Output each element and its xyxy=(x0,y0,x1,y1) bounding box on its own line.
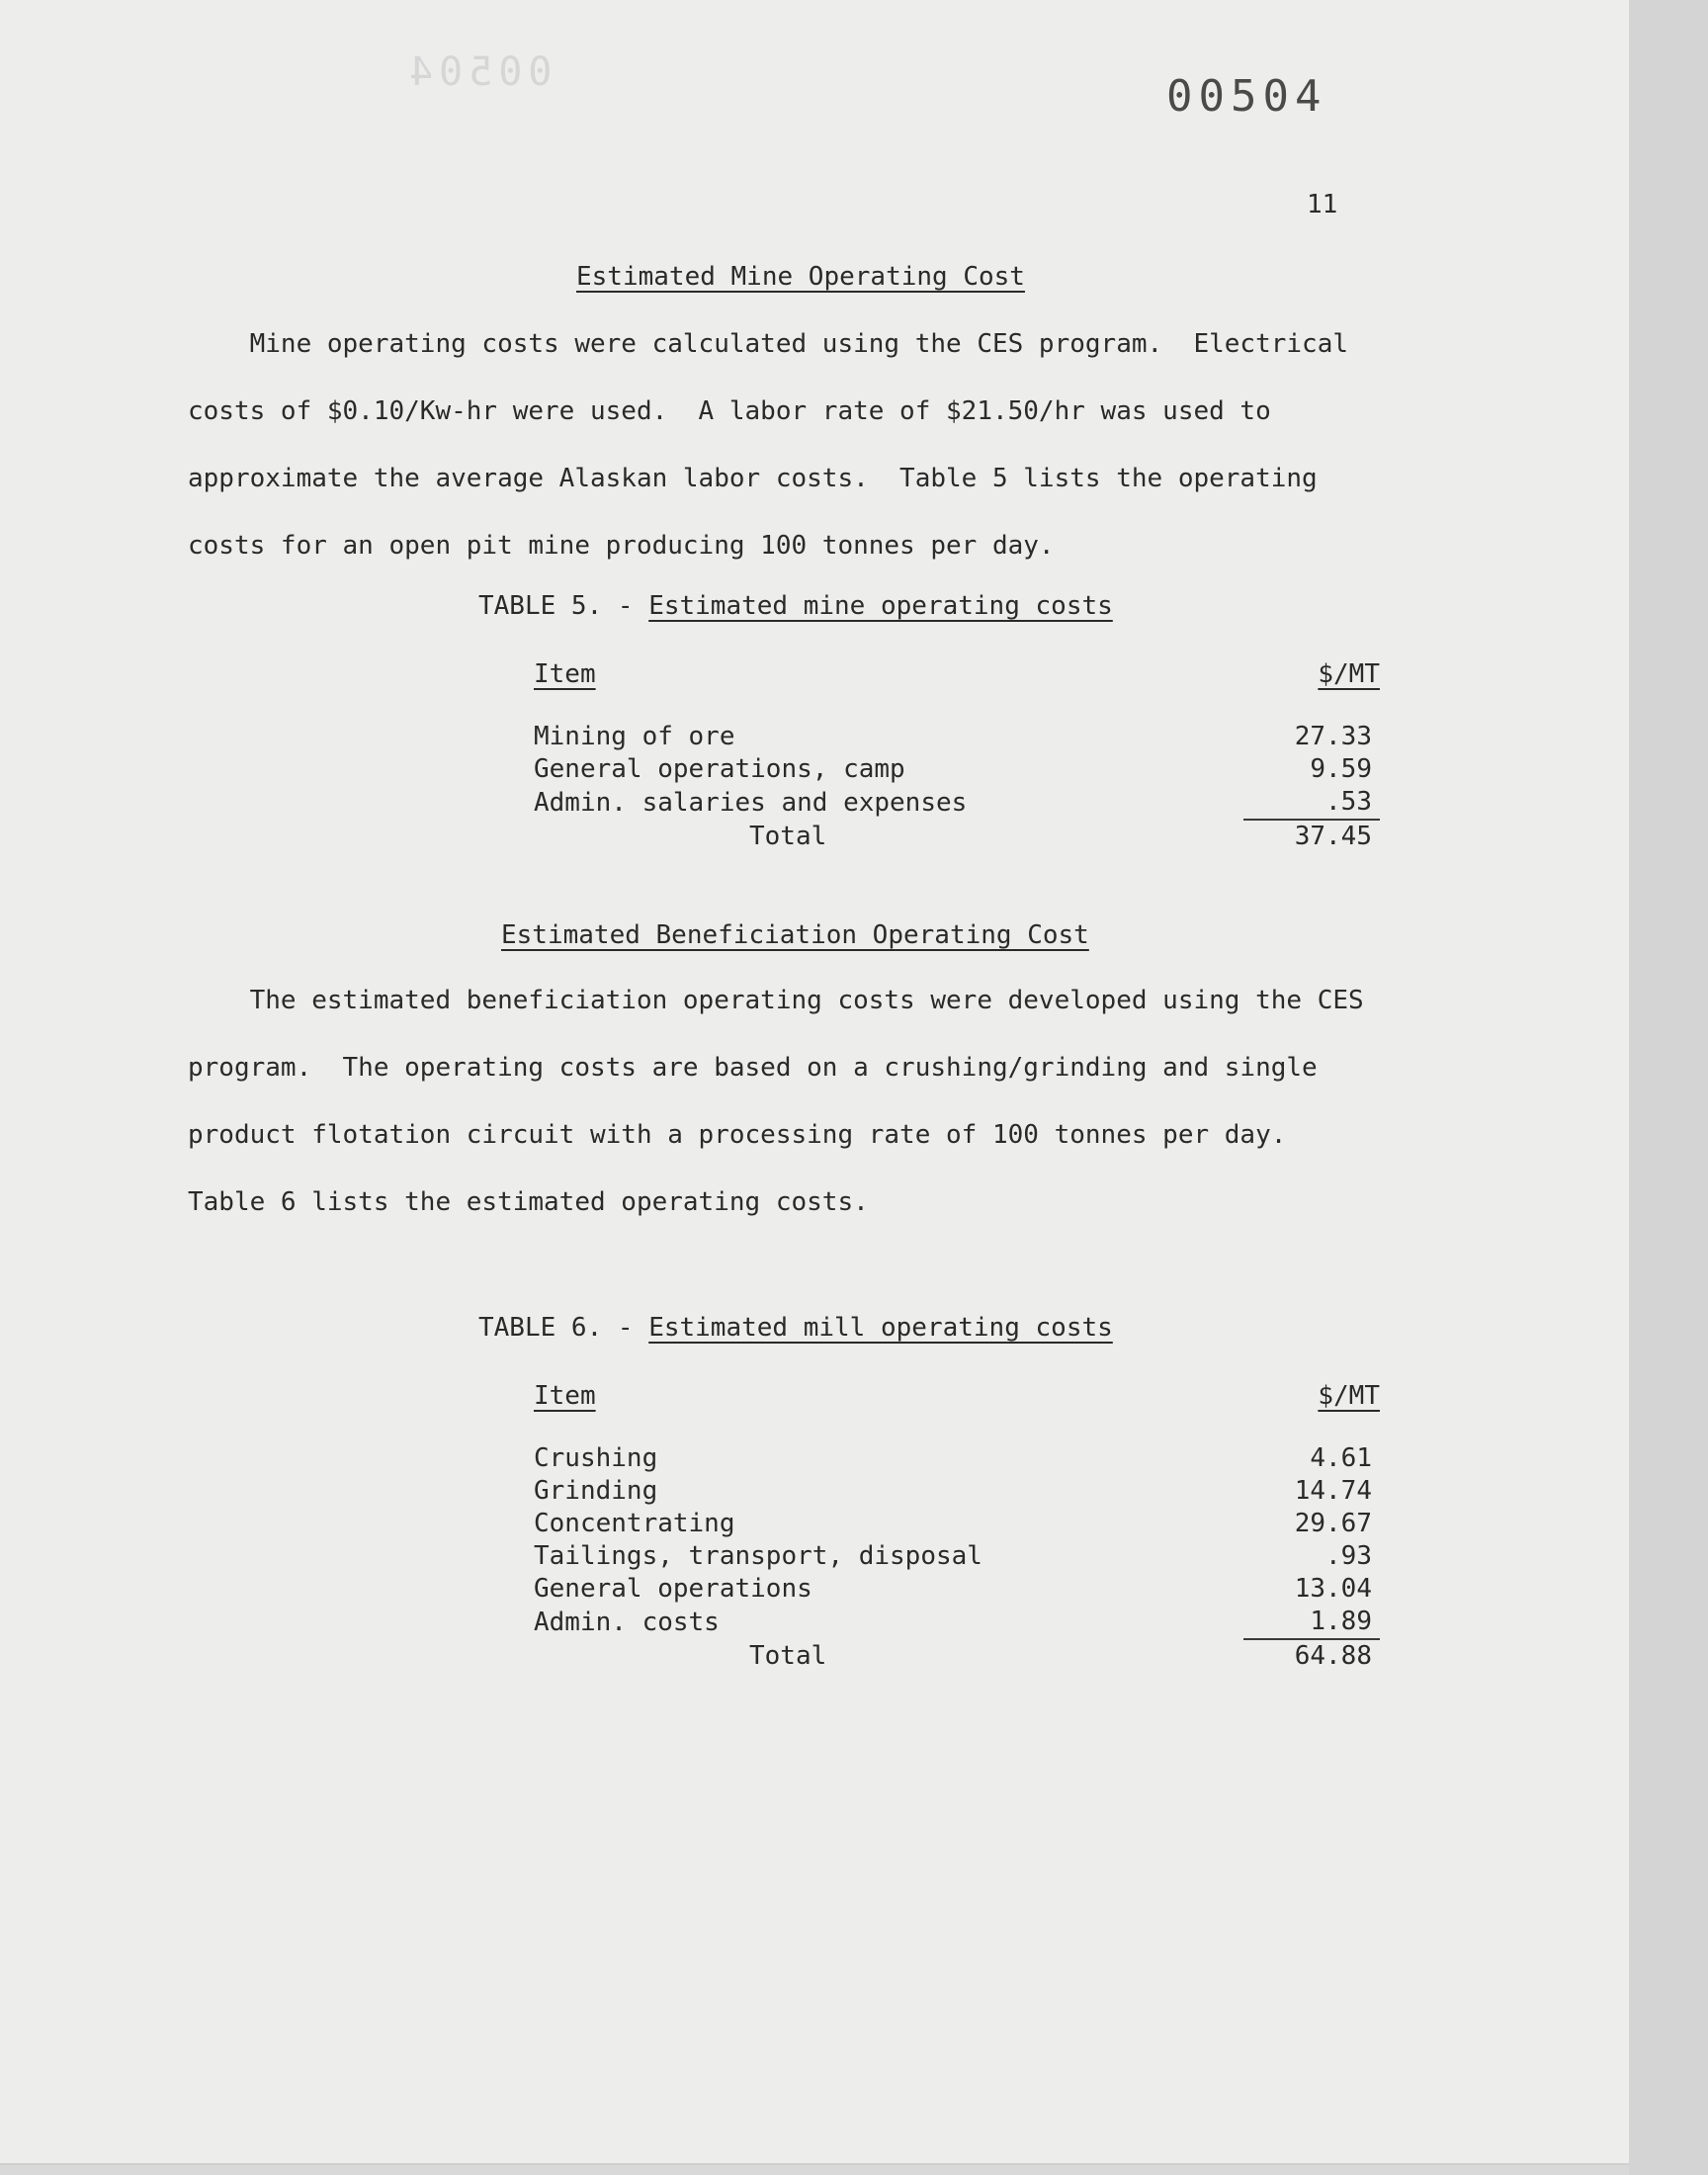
paragraph-line: The estimated beneficiation operating costs were developed using the CES xyxy=(188,986,1364,1015)
row-value: 14.74 xyxy=(1294,1476,1372,1506)
table-header-row xyxy=(534,1380,1380,1442)
section-heading-beneficiation-cost: Estimated Beneficiation Operating Cost xyxy=(501,920,1089,950)
paragraph-line: costs for an open pit mine producing 100 tonnes per day. xyxy=(188,531,1055,561)
total-value: 37.45 xyxy=(1294,822,1372,851)
total-label: Total xyxy=(749,1640,827,1671)
table-row xyxy=(534,1540,1380,1573)
table6-caption-prefix: TABLE 6. - xyxy=(478,1313,649,1343)
total-label: Total xyxy=(749,821,827,851)
row-item: Concentrating xyxy=(534,1509,735,1538)
paragraph-beneficiation-cost xyxy=(188,967,1473,1236)
row-item: Admin. salaries and expenses xyxy=(534,787,968,818)
row-value: 27.33 xyxy=(1294,722,1372,751)
table5-caption-prefix: TABLE 5. - xyxy=(478,591,649,621)
table-row xyxy=(534,721,1380,753)
paragraph-mine-cost xyxy=(188,310,1473,579)
row-item: Tailings, transport, disposal xyxy=(534,1541,982,1571)
paragraph-line: product flotation circuit with a processing rate of 100 tonnes per day. xyxy=(188,1120,1287,1150)
document-stamp-number: 00504 xyxy=(1166,71,1327,122)
row-value: .53 xyxy=(1243,786,1380,820)
table-row xyxy=(534,786,1380,820)
row-item: Admin. costs xyxy=(534,1607,720,1637)
table-header-unit: $/MT xyxy=(1318,1381,1380,1411)
paragraph-line: approximate the average Alaskan labor costs. Table 5 lists the operating xyxy=(188,464,1318,493)
paragraph-line: Table 6 lists the estimated operating costs. xyxy=(188,1187,869,1217)
table5-caption-title: Estimated mine operating costs xyxy=(648,591,1113,621)
table-header-item: Item xyxy=(534,1381,596,1411)
table-row xyxy=(534,1508,1380,1540)
row-item: Mining of ore xyxy=(534,722,735,751)
page-number: 11 xyxy=(1307,190,1338,219)
table-header-unit: $/MT xyxy=(1318,659,1380,689)
table6 xyxy=(534,1380,1380,1673)
row-value: 13.04 xyxy=(1294,1574,1372,1604)
table-row xyxy=(534,753,1380,786)
row-value: 29.67 xyxy=(1294,1509,1372,1538)
table5 xyxy=(534,658,1380,853)
paragraph-line: program. The operating costs are based on a crushing/grinding and single xyxy=(188,1053,1318,1083)
row-value: .93 xyxy=(1325,1541,1372,1571)
table-row xyxy=(534,1606,1380,1639)
table-row xyxy=(534,1573,1380,1606)
row-item: Grinding xyxy=(534,1476,658,1506)
paragraph-line: costs of $0.10/Kw-hr were used. A labor rate of $21.50/hr was used to xyxy=(188,396,1271,426)
table5-caption xyxy=(478,591,1113,621)
table6-caption-title: Estimated mill operating costs xyxy=(648,1313,1113,1343)
table-row xyxy=(534,1442,1380,1475)
row-item: General operations, camp xyxy=(534,754,905,784)
table6-caption xyxy=(478,1313,1113,1343)
scan-margin xyxy=(1629,0,1708,2175)
row-item: General operations xyxy=(534,1574,812,1604)
row-value: 4.61 xyxy=(1310,1443,1372,1473)
table-header-item: Item xyxy=(534,659,596,689)
row-item: Crushing xyxy=(534,1443,658,1473)
bleed-through-stamp: 00504 xyxy=(403,49,553,95)
section-heading-mine-cost: Estimated Mine Operating Cost xyxy=(576,262,1025,292)
table-header-row xyxy=(534,658,1380,721)
table-total-row xyxy=(534,820,1380,853)
table-row xyxy=(534,1475,1380,1508)
paragraph-line: Mine operating costs were calculated using the CES program. Electrical xyxy=(188,329,1348,359)
row-value: 9.59 xyxy=(1310,754,1372,784)
table-total-row xyxy=(534,1639,1380,1673)
row-value: 1.89 xyxy=(1243,1606,1380,1639)
total-value: 64.88 xyxy=(1294,1641,1372,1671)
